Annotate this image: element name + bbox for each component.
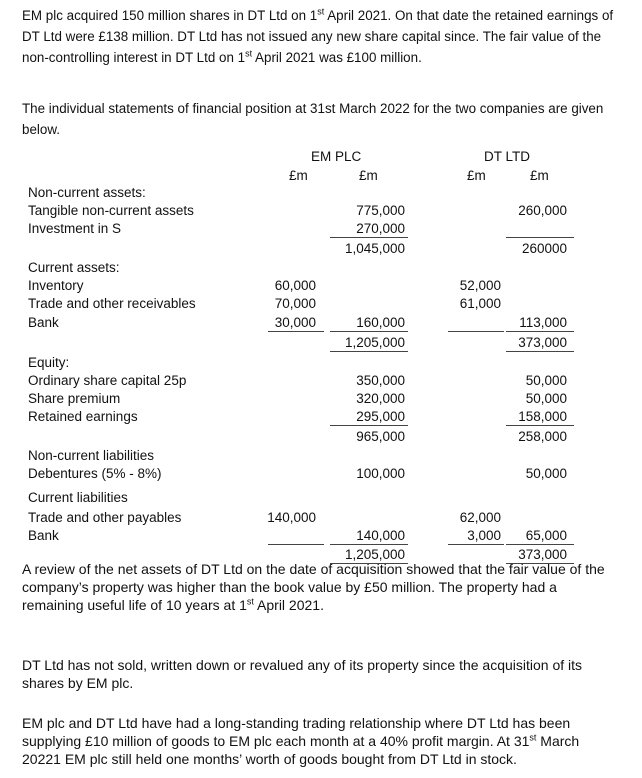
rule-line [506,331,574,332]
note-text: A review of the net assets of DT Ltd on the date of acquisition showed that the fair value of the company’s property was higher than the book value by £50 million. The property had a remaining useful life of 10 years at 1 [22,561,605,613]
rule-line [268,331,324,332]
em-bank: 30,000 [274,315,316,330]
label-receivables: Trade and other receivables [28,296,196,311]
dt-share-premium: 50,000 [525,391,567,406]
em-total-eq-liab: 1,205,000 [344,547,405,562]
rule-line [330,351,408,352]
dt-ltd-header: DT LTD [484,149,531,164]
rule-line [330,237,408,238]
note-paragraph-property: DT Ltd has not sold, written down or revalued any of its property since the acquisition of its shares by EM plc. [22,657,583,691]
rule-line [268,544,324,545]
em-total-assets: 1,205,000 [344,335,405,350]
em-debentures: 100,000 [356,466,405,481]
em-retained: 295,000 [356,409,405,424]
dt-unit-col1: £m [467,168,486,183]
note-text: EM plc and DT Ltd have had a long-standing trading relationship where DT Ltd has been supplying £10 million of goods to EM plc each month at a 40% profit margin. At 31 [22,715,571,749]
superscript: st [317,6,325,17]
dt-ca-total: 113,000 [519,315,567,330]
em-receivables: 70,000 [274,296,316,311]
label-investment: Investment in S [28,221,122,236]
dt-share-capital: 50,000 [525,373,567,388]
note-text: April 2021. [253,597,324,613]
em-inventory: 60,000 [274,278,316,293]
label-cl-bank: Bank [28,528,59,543]
intro-paragraph-2: The individual statements of financial position at 31st March 2022 for the two companies are given below. [22,101,604,137]
em-equity-total: 965,000 [356,429,405,444]
note-text: March 20221 EM plc still held one months’ worth of goods bought from DT Ltd in stock. [22,733,580,767]
label-equity-heading: Equity: [28,355,70,370]
dt-retained: 158,000 [518,409,567,424]
em-unit-col2: £m [359,168,378,183]
label-inventory: Inventory [28,278,84,293]
label-share-premium: Share premium [28,391,121,406]
rule-line [506,544,574,545]
em-cl-total: 140,000 [356,528,405,543]
note-paragraph-fair-value [22,560,607,614]
note-paragraph-trading [22,714,622,768]
em-nca-total: 1,045,000 [344,241,405,256]
rule-line [330,425,408,426]
label-cl-heading: Current liabilities [28,490,128,505]
rule-line [506,425,574,426]
label-retained: Retained earnings [28,409,138,424]
label-ncl-heading: Non-current liabilities [28,448,155,463]
em-unit-col1: £m [289,168,308,183]
superscript: st [529,732,537,743]
rule-line [448,331,504,332]
em-plc-header: EM PLC [311,149,362,164]
label-ca-heading: Current assets: [28,260,120,275]
em-tangible: 775,000 [356,203,405,218]
dt-bank: 3,000 [467,528,501,543]
dt-tangible: 260,000 [518,203,567,218]
dt-nca-total: 260000 [521,241,567,256]
dt-total-eq-liab: 373,000 [518,547,567,562]
dt-unit-col2: £m [530,168,549,183]
rule-line [506,237,574,238]
label-bank: Bank [28,315,59,330]
intro-paragraph-1 [22,5,622,68]
rule-line [330,544,408,545]
em-share-premium: 320,000 [356,391,405,406]
rule-line [448,544,504,545]
label-tangible: Tangible non-current assets [28,203,194,218]
em-payables: 140,000 [267,510,316,525]
rule-line [330,331,408,332]
intro-text: EM plc acquired 150 million shares in DT Ltd on 1 [22,8,318,23]
em-ca-total: 160,000 [356,315,405,330]
label-debentures: Debentures (5% - 8%) [28,466,162,481]
dt-receivables: 61,000 [459,296,501,311]
intro-text: April 2021 was £100 million. [252,50,422,65]
em-share-capital: 350,000 [356,373,405,388]
dt-debentures: 50,000 [525,466,567,481]
dt-inventory: 52,000 [459,278,501,293]
dt-total-assets: 373,000 [518,335,567,350]
superscript: st [245,48,253,59]
superscript: st [246,596,254,607]
label-nca-heading: Non-current assets: [28,185,146,200]
dt-equity-total: 258,000 [518,429,567,444]
label-share-capital: Ordinary share capital 25p [28,373,187,388]
intro-text: April 2021. On that date the retained earnings of DT Ltd were £138 million. DT Ltd has not issued any new share capital since. The fair value of the non-controlling interest in DT Ltd on 1 [22,8,614,65]
label-payables: Trade and other payables [28,510,182,525]
em-investment: 270,000 [356,221,405,236]
rule-line [506,351,574,352]
dt-payables: 62,000 [459,510,501,525]
dt-cl-total: 65,000 [525,528,567,543]
